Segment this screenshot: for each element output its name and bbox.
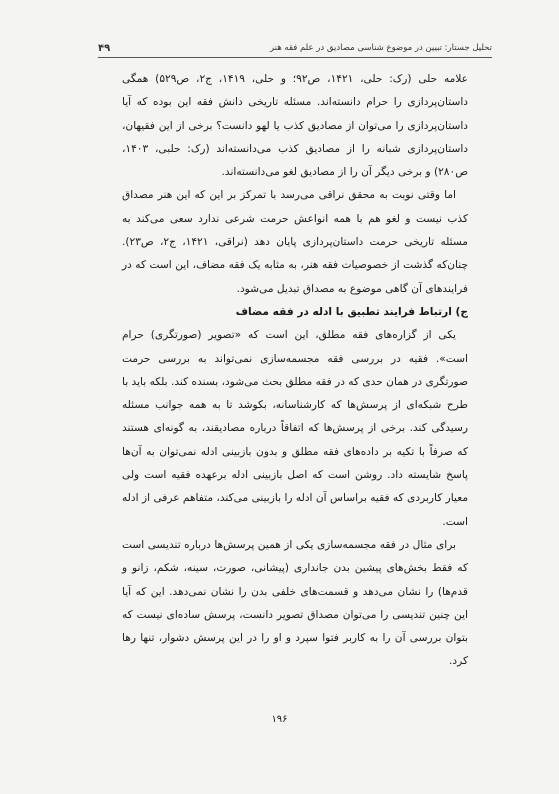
paragraph-4: برای مثال در فقه مجسمه‌سازی یکی از همین پرسش‌ها درباره تندیسی است که فقط بخش‌های پیشین بدن جانداری (پیشانی، صورت، سینه، شکم، زانو و قدم‌ها) را نشان می‌دهد و قسمت‌های خلفی بدن را نشان نمی‌دهد. این که آیا این چنین تندیسی را می‌توان مصداق تصویر دانست، پرسش ساده‌ای نیست که بتوان بررسی آن را به کاربر فتوا سپرد و او را در این پرسش دشوار، تنها رها کرد. <box>122 538 468 668</box>
header-rule <box>98 57 492 58</box>
header-title: تحلیل جستار: تبیین در موضوع شناسی مصادیق در علم فقه هنر <box>269 43 492 53</box>
paragraph-3: یکی از گزاره‌های فقه مطلق، این است که «تصویر (صورتگری) حرام است». فقیه در بررسی فقه مجسمه‌سازی نمی‌تواند به بررسی حرمت صورتگری در همان حدی که در فقه مطلق بحث می‌شود، بسنده کند. بلکه باید با طرح شبکه‌ای از پرسش‌ها که کارشناسانه، بکوشد تا به همه جوانب مسئله رسیدگی کند. برخی از پرسش‌ها که اتفاقاً درباره مصادیقند، به گونه‌ای هستند که صرفاً با تکیه بر داده‌های فقه مطلق و بدون بازبینی ادله نمی‌توان به آن‌ها پاسخ شایسته داد. روشن است که اصل بازبینی ادله برعهده فقیه است ولی معیار کاربردی که فقیه براساس آن ادله را بازبینی می‌کند، متفاهم عرفی از ادله است. <box>122 329 468 528</box>
footer-page-number: ۱۹۶ <box>271 714 288 725</box>
paragraph-1: علامه حلی (رک: حلی، ۱۴۲۱، ص۹۲؛ و حلی، ۱۴۱۹، ج۲، ص۵۲۹) همگی داستان‌پردازی را حرام دانسته‌اند. مسئله تاریخی دانش فقه این بوده که آیا داستان‌پردازی را می‌توان از مصادیق کذب یا لهو دانست؟ برخی از این فقیهان، داستان‌پردازی شبانه را از مصادیق کذب می‌دانسته‌اند (رک: حلبی، ۱۴۰۳، ص۲۸۰) و برخی دیگر آن را از مصادیق لغو می‌دانسته‌اند. <box>122 73 468 179</box>
running-header <box>98 41 492 55</box>
paragraph-2: اما وقتی نوبت به محقق نراقی می‌رسد با تمرکز بر این که این هنر مصداق کذب نیست و لغو هم با همه انواعش حرمت شرعی ندارد سعی می‌کند به مسئله تاریخی حرمت داستان‌پردازی پایان دهد (نراقی، ۱۴۲۱، ج۲، ص۲۳). چنان‌که گذشت از خصوصیات فقه هنر، به مثابه یک فقه مضاف، این است که در فرایندهای آن گاهی موضوع به مصداق تبدیل می‌شود. <box>122 189 468 295</box>
section-subheading: ج) ارتباط فرایند تطبیق با ادله در فقه مضاف <box>235 305 468 318</box>
body-text <box>122 68 468 674</box>
header-page-number: ۴۹ <box>98 42 111 54</box>
page-footer <box>0 714 559 725</box>
